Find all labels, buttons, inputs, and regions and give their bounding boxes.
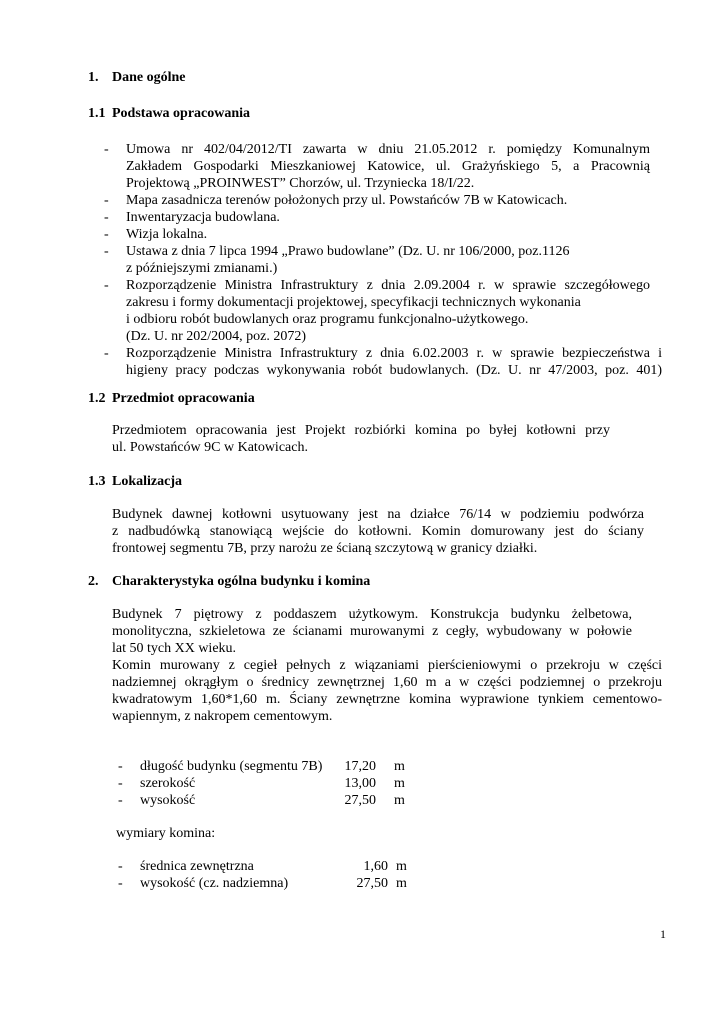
- chimney-dimensions-heading: wymiary komina:: [116, 826, 216, 841]
- dim-value: 27,50: [356, 876, 388, 891]
- list-bullet: -: [118, 793, 123, 808]
- characteristics-line-1: Budynek 7 piętrowy z poddaszem użytkowym. Konstrukcja budynku żelbetowa,: [112, 607, 632, 622]
- basis-item-6-line-2: zakresu i formy dokumentacji projektowej, specyfikacji technicznych wykonania: [126, 295, 581, 310]
- location-line-1: Budynek dawnej kotłowni usytuowany jest na działce 76/14 w podziemiu podwórza: [112, 507, 644, 522]
- section-1-2-title: Przedmiot opracowania: [112, 391, 255, 406]
- list-bullet: -: [104, 227, 109, 242]
- basis-item-1-line-2: Zakładem Gospodarki Mieszkaniowej Katowice, ul. Grażyńskiego 5, a Pracownią: [126, 159, 650, 174]
- dim-label: wysokość (cz. nadziemna): [140, 876, 289, 891]
- characteristics-line-3: lat 50 tych XX wieku.: [112, 641, 237, 656]
- dim-label: długość budynku (segmentu 7B): [140, 759, 323, 774]
- basis-item-1-line-1: Umowa nr 402/04/2012/TI zawarta w dniu 21.05.2012 r. pomiędzy Komunalnym: [126, 142, 650, 157]
- basis-item-6-line-3: i odbioru robót budowlanych oraz programu funkcjonalno-użytkowego.: [126, 312, 529, 327]
- list-bullet: -: [118, 876, 123, 891]
- list-bullet: -: [104, 210, 109, 225]
- section-1-1-title: Podstawa opracowania: [112, 106, 251, 121]
- subject-line-1: Przedmiotem opracowania jest Projekt rozbiórki komina po byłej kotłowni przy: [112, 423, 610, 438]
- basis-item-1-line-3: Projektową „PROINWEST” Chorzów, ul. Trzyniecka 18/I/22.: [126, 176, 475, 191]
- section-1-3-number: 1.3: [88, 474, 106, 489]
- basis-item-5-line-2: z późniejszymi zmianami.): [126, 261, 278, 276]
- section-1-2-number: 1.2: [88, 391, 106, 406]
- basis-item-7-line-2: higieny pracy podczas wykonywania robót budowlanych. (Dz. U. nr 47/2003, poz. 401): [126, 363, 662, 378]
- list-bullet: -: [118, 859, 123, 874]
- section-2-title: Charakterystyka ogólna budynku i komina: [112, 574, 371, 589]
- characteristics-line-2: monolityczna, szkieletowa ze ścianami murowanymi z cegły, wybudowany w połowie: [112, 624, 632, 639]
- section-2-number: 2.: [88, 574, 99, 589]
- list-bullet: -: [104, 278, 109, 293]
- basis-item-4-line-1: Wizja lokalna.: [126, 227, 208, 242]
- section-1-1-number: 1.1: [88, 106, 106, 121]
- section-1-title: Dane ogólne: [112, 70, 186, 85]
- dim-unit: m: [394, 793, 405, 808]
- basis-item-2-line-1: Mapa zasadnicza terenów położonych przy ul. Powstańców 7B w Katowicach.: [126, 193, 568, 208]
- location-line-3: frontowej segmentu 7B, przy narożu ze ścianą szczytową w granicy działki.: [112, 541, 538, 556]
- characteristics-line-5: nadziemnej okrągłym o średnicy zewnętrznej 1,60 m a w części podziemnej o przekroju: [112, 675, 662, 690]
- basis-item-3-line-1: Inwentaryzacja budowlana.: [126, 210, 280, 225]
- dim-unit: m: [394, 776, 405, 791]
- dim-unit: m: [396, 876, 407, 891]
- dim-unit: m: [394, 759, 405, 774]
- dim-value: 13,00: [344, 776, 376, 791]
- characteristics-line-7: wapiennym, z nakropem cementowym.: [112, 709, 333, 724]
- location-line-2: z nadbudówką stanowiącą wejście do kotłowni. Komin domurowany jest do ściany: [112, 524, 644, 539]
- basis-item-6-line-4: (Dz. U. nr 202/2004, poz. 2072): [126, 329, 307, 344]
- basis-item-7-line-1: Rozporządzenie Ministra Infrastruktury z dnia 6.02.2003 r. w sprawie bezpieczeństwa i: [126, 346, 662, 361]
- list-bullet: -: [104, 193, 109, 208]
- list-bullet: -: [118, 759, 123, 774]
- dim-label: wysokość: [140, 793, 196, 808]
- section-1-3-title: Lokalizacja: [112, 474, 182, 489]
- list-bullet: -: [104, 244, 109, 259]
- dim-label: średnica zewnętrzna: [140, 859, 254, 874]
- basis-item-6-line-1: Rozporządzenie Ministra Infrastruktury z dnia 2.09.2004 r. w sprawie szczegółowego: [126, 278, 650, 293]
- dim-value: 1,60: [363, 859, 388, 874]
- basis-item-5-line-1: Ustawa z dnia 7 lipca 1994 „Prawo budowlane” (Dz. U. nr 106/2000, poz.1126: [126, 244, 570, 259]
- list-bullet: -: [118, 776, 123, 791]
- page-number: 1: [660, 927, 666, 941]
- dim-unit: m: [396, 859, 407, 874]
- dim-value: 27,50: [344, 793, 376, 808]
- dim-value: 17,20: [344, 759, 376, 774]
- section-1-number: 1.: [88, 70, 99, 85]
- list-bullet: -: [104, 142, 109, 157]
- list-bullet: -: [104, 346, 109, 361]
- characteristics-line-4: Komin murowany z cegieł pełnych z wiązaniami pierścieniowymi o przekroju w części: [112, 658, 662, 673]
- subject-line-2: ul. Powstańców 9C w Katowicach.: [112, 440, 308, 455]
- characteristics-line-6: kwadratowym 1,60*1,60 m. Ściany zewnętrzne komina wyprawione tynkiem cementowo-: [112, 692, 662, 707]
- dim-label: szerokość: [140, 776, 196, 791]
